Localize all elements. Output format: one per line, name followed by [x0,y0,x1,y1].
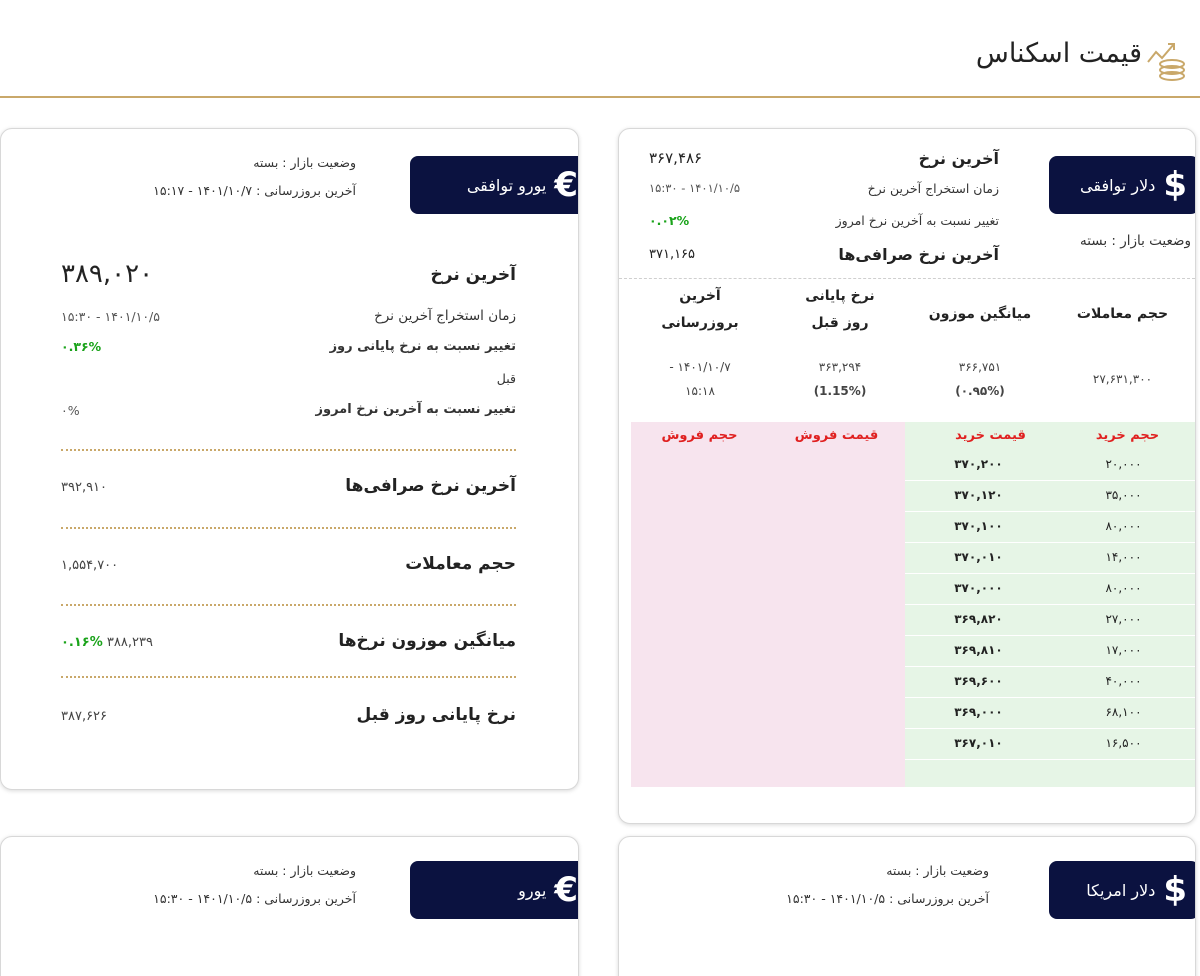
card-title: دلار توافقی [1080,175,1156,195]
extract-time-value: ۱۴۰۱/۱۰/۵ - ۱۵:۳۰ [61,309,160,324]
volume-value: ۲۷,۶۳۱,۳۰۰ [1092,372,1153,386]
change-prev-value: ۰.۳۶% [61,339,102,354]
change-value: ۰.۰۲% [649,213,690,228]
buy-volume: ۸۰,۰۰۰ [1105,519,1142,533]
divider [61,676,516,678]
weighted-avg-change: ۰.۱۶% [61,635,103,650]
change-prev-label: تغییر نسبت به نرخ پایانی روز [329,339,516,354]
prev-close-change: (1.15%) [813,384,867,398]
extract-time-value: ۱۴۰۱/۱۰/۵ - ۱۵:۳۰ [649,181,741,195]
volume-header: حجم معاملات [1076,306,1169,322]
money-chart-icon [1146,40,1186,82]
buy-price: ۳۷۰,۰۰۰ [954,581,1003,595]
last-update: آخرین بروزرسانی : ۱۴۰۱/۱۰/۵ - ۱۵:۳۰ [153,891,356,906]
order-book-row [905,605,1196,636]
euro-icon: € [554,165,578,205]
order-book-row [905,667,1196,698]
last-rate-value: ۳۶۷,۴۸۶ [649,149,703,167]
buy-price: ۳۶۹,۶۰۰ [954,674,1003,688]
market-status: وضعیت بازار : بسته [253,155,356,170]
market-status: وضعیت بازار : بسته [253,863,356,878]
weighted-avg-change: (۰.۹۵%) [955,384,1005,398]
exchange-rate-value: ۳۷۱,۱۶۵ [649,247,696,262]
buy-price: ۳۷۰,۲۰۰ [954,457,1003,471]
last-update: آخرین بروزرسانی : ۱۴۰۱/۱۰/۷ - ۱۵:۱۷ [153,183,356,198]
order-book-row [905,450,1196,481]
last-update-header: آخرین بروزرسانی [661,288,739,331]
card-title: یورو توافقی [466,175,547,195]
order-book-row [905,636,1196,667]
sell-price-header: قیمت فروش [794,428,879,443]
exchange-rate-value: ۳۹۲,۹۱۰ [61,480,108,495]
dollar-icon: $ [1163,165,1187,205]
buy-volume: ۲۰,۰۰۰ [1105,457,1142,471]
prev-close-header: نرخ پایانی روز قبل [805,288,875,331]
order-book-row [905,729,1196,760]
weighted-avg-value-row [61,635,153,650]
prev-close-label: نرخ پایانی روز قبل [356,705,516,725]
order-book-row [905,481,1196,512]
change-prev-label-cont: قبل [496,371,516,386]
weighted-avg-value: ۳۸۸,۲۳۹ [106,635,153,650]
buy-price: ۳۶۹,۸۱۰ [954,643,1003,657]
buy-volume: ۶۸,۱۰۰ [1105,705,1142,719]
last-update: آخرین بروزرسانی : ۱۴۰۱/۱۰/۵ - ۱۵:۳۰ [786,891,989,906]
usd-negotiated-card [618,128,1196,824]
weighted-avg-header: میانگین موزون [928,306,1032,322]
market-status: وضعیت بازار : بسته [886,863,989,878]
page-title: قیمت اسکناس [975,38,1142,69]
buy-volume: ۸۰,۰۰۰ [1105,581,1142,595]
buy-price-header: قیمت خرید [955,428,1026,443]
euro-badge [410,861,579,919]
page-header [0,0,1200,98]
volume-value: ۱,۵۵۴,۷۰۰ [61,558,119,573]
sell-volume-header: حجم فروش [661,428,738,443]
sell-side [631,422,905,787]
change-label: تغییر نسبت به آخرین نرخ امروز [835,213,999,228]
divider [61,527,516,529]
order-book-row [905,512,1196,543]
buy-volume: ۳۵,۰۰۰ [1105,488,1142,502]
extract-time-label: زمان استخراج آخرین نرخ [374,308,516,324]
card-title: دلار امریکا [1086,880,1156,900]
order-book-row [905,698,1196,729]
buy-price: ۳۶۹,۸۲۰ [954,612,1003,626]
extract-time-label: زمان استخراج آخرین نرخ [867,181,999,196]
order-book-row [905,543,1196,574]
buy-price: ۳۶۷,۰۱۰ [954,736,1003,750]
card-title: یورو [518,880,547,900]
euro-icon: € [554,870,578,910]
last-rate-label: آخرین نرخ [918,149,999,168]
change-today-value: ۰% [61,403,80,418]
last-rate-value: ۳۸۹,۰۲۰ [61,259,154,289]
dollar-icon: $ [1163,870,1187,910]
usd-stats [619,279,1195,407]
euro-card [0,836,579,976]
usa-dollar-card [618,836,1196,976]
prev-close-value: ۳۸۷,۶۲۶ [61,709,108,724]
divider [61,604,516,606]
change-today-label: تغییر نسبت به آخرین نرخ امروز [315,402,516,417]
buy-price: ۳۶۹,۰۰۰ [954,705,1003,719]
exchange-rate-label: آخرین نرخ صرافی‌ها [838,245,999,264]
last-update-value: ۱۴۰۱/۱۰/۷ - ۱۵:۱۸ [669,360,731,398]
prev-close-value: ۳۶۳,۲۹۴ [818,360,862,374]
eur-negotiated-card [0,128,579,790]
last-rate-label: آخرین نرخ [430,265,516,285]
exchange-rate-label: آخرین نرخ صرافی‌ها [345,476,516,496]
usa-dollar-badge [1049,861,1196,919]
volume-label: حجم معاملات [405,554,516,574]
buy-price: ۳۷۰,۱۲۰ [954,488,1003,502]
buy-volume: ۱۶,۵۰۰ [1105,736,1142,750]
buy-volume: ۴۰,۰۰۰ [1105,674,1142,688]
weighted-avg-value: ۳۶۶,۷۵۱ [958,360,1002,374]
weighted-avg-label: میانگین موزون نرخ‌ها [338,631,516,651]
buy-volume: ۲۷,۰۰۰ [1105,612,1142,626]
buy-volume-header: حجم خرید [1095,428,1160,443]
buy-volume: ۱۷,۰۰۰ [1105,643,1142,657]
divider [61,449,516,451]
eur-negotiated-badge [410,156,579,214]
buy-price: ۳۷۰,۰۱۰ [954,550,1003,564]
buy-price: ۳۷۰,۱۰۰ [954,519,1003,533]
buy-volume: ۱۴,۰۰۰ [1105,550,1142,564]
order-book-row [905,574,1196,605]
usd-summary [619,129,1195,279]
market-status: وضعیت بازار : بسته [1079,233,1191,249]
